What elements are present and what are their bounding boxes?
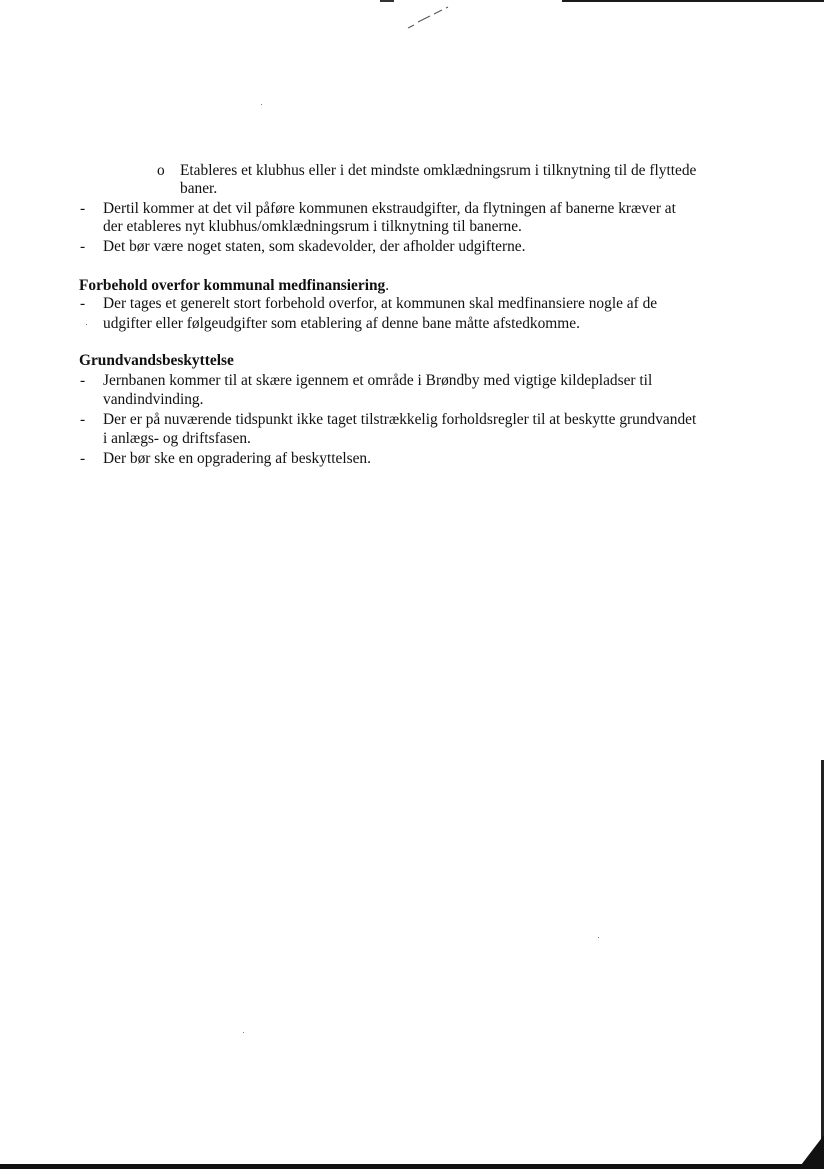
list-item-line: udgifter eller følgeudgifter som etablering af denne bane måtte afstedkomme. xyxy=(103,315,580,332)
section-heading-text: Forbehold overfor kommunal medfinansiering xyxy=(79,277,386,294)
list-item-line: Der er på nuværende tidspunkt ikke taget tilstrækkelig forholdsregler til at beskytte grundvandet xyxy=(103,411,697,428)
list-item-line: Det bør være noget staten, som skadevolder, der afholder udgifterne. xyxy=(103,238,526,255)
dash-bullet-marker: - xyxy=(80,295,86,312)
section-heading: Grundvandsbeskyttelse xyxy=(79,352,234,369)
dash-bullet-marker: - xyxy=(80,200,86,217)
dash-bullet-marker: - xyxy=(80,411,86,428)
dash-bullet-marker: - xyxy=(80,450,86,467)
dash-bullet-marker: - xyxy=(80,372,86,389)
list-item-line: baner. xyxy=(180,180,218,197)
list-item-line: vandindvinding. xyxy=(103,391,204,408)
list-item-line: Etableres et klubhus eller i det mindste omklædningsrum i tilknytning til de flyttede xyxy=(180,162,697,179)
list-item-line: Jernbanen kommer til at skære igennem et område i Brøndby med vigtige kildepladser til xyxy=(103,372,653,389)
scan-speck xyxy=(243,1032,244,1033)
section-heading-suffix: . xyxy=(385,277,390,294)
section-heading xyxy=(79,277,389,295)
scan-artifact-top-line xyxy=(562,0,824,2)
scan-speck xyxy=(598,937,599,938)
list-item-line: Dertil kommer at det vil påføre kommunen ekstraudgifter, da flytningen af banerne kræver at xyxy=(103,200,676,217)
scan-artifact-bottom-line xyxy=(0,1164,824,1169)
sub-bullet-marker: o xyxy=(157,162,165,179)
list-item-line: i anlægs- og driftsfasen. xyxy=(103,430,251,447)
list-item-line: Der bør ske en opgradering af beskyttelsen. xyxy=(103,450,371,467)
list-item-line: Der tages et generelt stort forbehold overfor, at kommunen skal medfinansiere nogle af de xyxy=(103,295,658,312)
list-item-line: der etableres nyt klubhus/omklædningsrum i tilknytning til banerne. xyxy=(103,218,522,235)
scan-speck xyxy=(86,324,87,325)
scan-speck xyxy=(261,104,262,105)
scan-artifact-top-mark xyxy=(380,0,394,2)
dash-bullet-marker: - xyxy=(80,238,86,255)
scan-artifact-scribble xyxy=(404,4,450,32)
